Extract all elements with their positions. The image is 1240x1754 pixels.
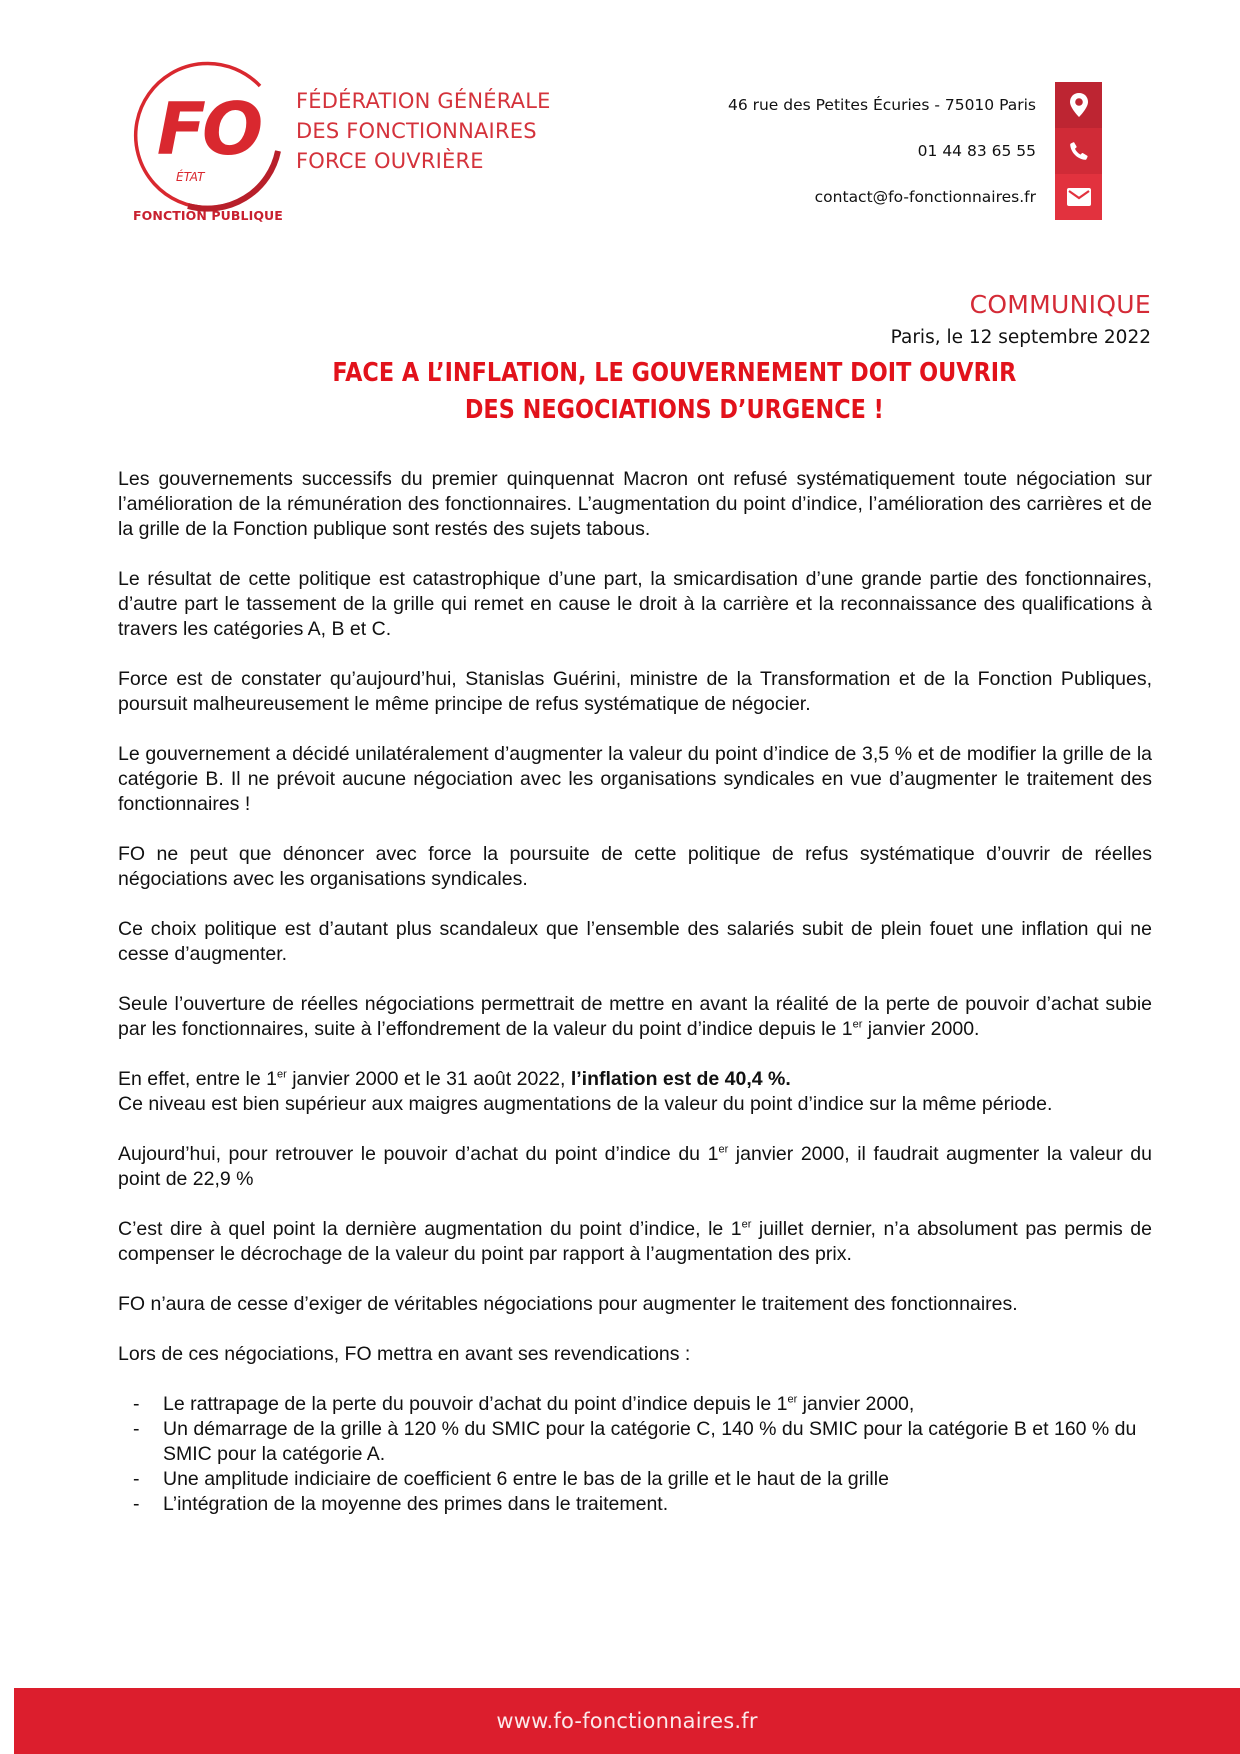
paragraph: FO n’aura de cesse d’exiger de véritables négociations pour augmenter le traitement des fonctionnaires. (118, 1293, 1018, 1315)
paragraph: Seule l’ouverture de réelles négociations permettrait de mettre en avant la réalité de la perte de pouvoir d’achat subie par les fonctionnaires, suite à l’effondrement de la valeur du point d’indice depuis le 1er janvier 2000. (118, 993, 1152, 1040)
paragraph: FO ne peut que dénoncer avec force la poursuite de cette politique de refus systématique d’ouvrir de réelles négociations avec les organisations syndicales. (118, 843, 1152, 890)
contact-address: 46 rue des Petites Écuries - 75010 Paris (727, 96, 1036, 114)
organization-name (296, 86, 551, 176)
document-date: Paris, le 12 septembre 2022 (890, 327, 1151, 348)
title-line: DES NEGOCIATIONS D’URGENCE ! (464, 395, 884, 425)
org-name-line: FORCE OUVRIÈRE (296, 149, 484, 173)
document-body (118, 467, 1152, 1517)
svg-text:ÉTAT: ÉTAT (176, 170, 205, 184)
contact-email[interactable]: contact@fo-fonctionnaires.fr (814, 188, 1036, 206)
org-name-line: FÉDÉRATION GÉNÉRALE (296, 89, 551, 113)
document-type-label: COMMUNIQUE (969, 290, 1151, 319)
paragraph: C’est dire à quel point la dernière augmentation du point d’indice, le 1er juillet dernier, n’a absolument pas permis de compenser le décrochage de la valeur du point par rapport à l’augmentation des prix. (118, 1218, 1152, 1265)
fo-logo (128, 56, 288, 216)
contact-phone[interactable]: 01 44 83 65 55 (917, 142, 1036, 160)
contact-icons (1055, 82, 1102, 220)
paragraph: Les gouvernements successifs du premier quinquennat Macron ont refusé systématiquement toute négociation sur l’amélioration de la rémunération des fonctionnaires. L’augmentation du point d’indice, l’amélioration des carrières et de la grille de la Fonction publique sont restés des sujets tabous. (118, 468, 1152, 540)
svg-text:FO: FO (156, 87, 260, 171)
paragraph: Lors de ces négociations, FO mettra en avant ses revendications : (118, 1343, 691, 1365)
list-item: - Un démarrage de la grille à 120 % du SMIC pour la catégorie C, 140 % du SMIC pour la catégorie B et 160 % du SMIC pour la catégorie A. (118, 1417, 1152, 1467)
contact-info (728, 82, 1036, 220)
paragraph-inflation: En effet, entre le 1er janvier 2000 et le 31 août 2022, l’inflation est de 40,4 %. Ce niveau est bien supérieur aux maigres augmentations de la valeur du point d’indice sur la même période. (118, 1068, 1053, 1115)
page-title (210, 355, 1139, 429)
org-name-line: DES FONCTIONNAIRES (296, 119, 537, 143)
inflation-highlight: l’inflation est de 40,4 %. (570, 1068, 791, 1090)
paragraph: Le gouvernement a décidé unilatéralement d’augmenter la valeur du point d’indice de 3,5 % et de modifier la grille de la catégorie B. Il ne prévoit aucune négociation avec les organisations syndicales en vue d’augmenter le traitement des fonctionnaires ! (118, 743, 1152, 815)
title-line: FACE A L’INFLATION, LE GOUVERNEMENT DOIT OUVRIR (332, 358, 1017, 388)
map-pin-icon (1055, 82, 1102, 128)
logo-subtitle: FONCTION PUBLIQUE (133, 208, 283, 223)
footer-bar (14, 1688, 1240, 1754)
website-link[interactable]: www.fo-fonctionnaires.fr (496, 1709, 758, 1733)
paragraph: Le résultat de cette politique est catastrophique d’une part, la smicardisation d’une grande partie des fonctionnaires, d’autre part le tassement de la grille qui remet en cause le droit à la carrière et la reconnaissance des qualifications à travers les catégories A, B et C. (118, 568, 1152, 640)
envelope-icon (1055, 174, 1102, 220)
paragraph: Force est de constater qu’aujourd’hui, Stanislas Guérini, ministre de la Transformation et de la Fonction Publiques, poursuit malheureusement le même principe de refus systématique de négocier. (118, 668, 1152, 715)
list-item: - L’intégration de la moyenne des primes dans le traitement. (118, 1492, 1152, 1517)
demands-list (118, 1392, 1152, 1517)
phone-icon (1055, 128, 1102, 174)
list-item: - Une amplitude indiciaire de coefficient 6 entre le bas de la grille et le haut de la grille (118, 1467, 1152, 1492)
paragraph: Aujourd’hui, pour retrouver le pouvoir d’achat du point d’indice du 1er janvier 2000, il faudrait augmenter la valeur du point de 22,9 % (118, 1143, 1152, 1190)
list-item: - Le rattrapage de la perte du pouvoir d’achat du point d’indice depuis le 1er janvier 2000, (118, 1392, 1152, 1417)
paragraph: Ce choix politique est d’autant plus scandaleux que l’ensemble des salariés subit de plein fouet une inflation qui ne cesse d’augmenter. (118, 918, 1152, 965)
fo-logo-icon (128, 56, 288, 216)
